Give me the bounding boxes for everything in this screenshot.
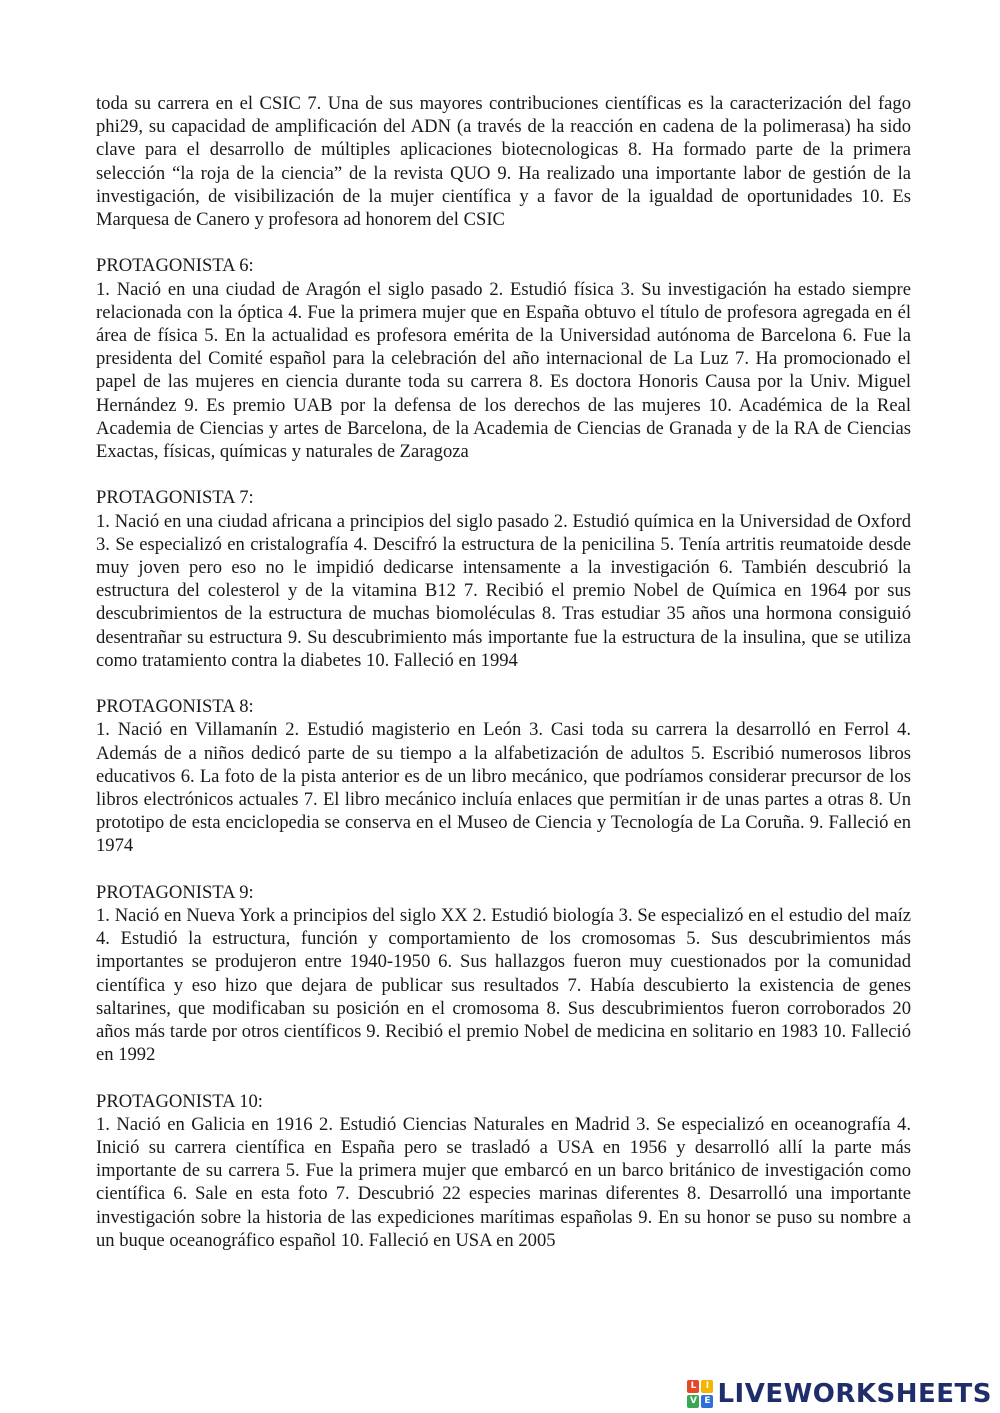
section-protagonista-9 (96, 881, 911, 1067)
logo-letter-l: L (687, 1380, 699, 1393)
section-heading: PROTAGONISTA 8: (96, 696, 254, 718)
section-heading: PROTAGONISTA 9: (96, 881, 254, 903)
section-body: 1. Nació en Nueva York a principios del siglo XX 2. Estudió biología 3. Se especializó en el estudio del maíz 4. Estudió la estructura, función y comportamiento de los cromosomas 5. Sus descubrimientos más importantes se produjeron entre 1940-1950 6. Sus hallazgos fueron muy cuestionados por la comunidad científica y eso hizo que dejara de publicar sus resultados 7. Había descubierto la existencia de genes saltarines, que modificaban su posición en el cromosoma 8. Sus descubrimientos fueron corroborados 20 años más tarde por otros científicos 9. Recibió el premio Nobel de medicina en solitario en 1983 10. Falleció en 1992 (96, 905, 911, 1066)
section-body: 1. Nació en una ciudad de Aragón el siglo pasado 2. Estudió física 3. Su investigación ha estado siempre relacionada con la óptica 4. Fue la primera mujer que en España obtuvo el título de profesora agregada en él área de física 5. En la actualidad es profesora emérita de la Universidad autónoma de Barcelona 6. Fue la presidenta del Comité español para la celebración del año internacional de La Luz 7. Ha promocionado el papel de las mujeres en ciencia durante toda su carrera 8. Es doctora Honoris Causa por la Univ. Miguel Hernández 9. Es premio UAB por la defensa de los derechos de las mujeres 10. Académica de la Real Academia de Ciencias y artes de Barcelona, de la Academia de Ciencias de Granada y de la RA de Ciencias Exactas, físicas, químicas y naturales de Zaragoza (96, 278, 911, 463)
section-body: 1. Nació en Galicia en 1916 2. Estudió Ciencias Naturales en Madrid 3. Se especializó en oceanografía 4. Inició su carrera científica en España pero se trasladó a USA en 1956 y desarrolló allí la parte más importante de su carrera 5. Fue la primera mujer que embarcó en un barco británico de investigación como científica 6. Sale en esta foto 7. Descubrió 22 especies marinas diferentes 8. Desarrolló una importante investigación sobre la historia de las expediciones marítimas españolas 9. En su honor se puso su nombre a un buque oceanográfico español 10. Falleció en USA en 2005 (96, 1113, 911, 1251)
section-heading: PROTAGONISTA 6: (96, 255, 254, 277)
liveworksheets-brand[interactable] (687, 1377, 992, 1411)
logo-letter-v: V (687, 1395, 699, 1408)
section-protagonista-8 (96, 695, 911, 857)
section-heading: PROTAGONISTA 7: (96, 487, 254, 509)
brand-wordmark: LIVEWORKSHEETS (717, 1379, 992, 1409)
section-protagonista-10 (96, 1090, 911, 1252)
section-body: 1. Nació en Villamanín 2. Estudió magisterio en León 3. Casi toda su carrera la desarrolló en Ferrol 4. Además de a niños dedicó parte de su tiempo a la alfabetización de adultos 5. Escribió numerosos libros educativos 6. La foto de la pista anterior es de un libro mecánico, que podríamos considerar precursor de los libros electrónicos actuales 7. El libro mecánico incluía enlaces que permitían ir de unas partes a otras 8. Un prototipo de esta enciclopedia se conserva en el Museo de Ciencia y Tecnología de La Coruña. 9. Falleció en 1974 (96, 719, 911, 857)
section-heading: PROTAGONISTA 10: (96, 1090, 263, 1112)
logo-letter-e: E (701, 1395, 713, 1408)
section-protagonista-7 (96, 486, 911, 672)
logo-letter-i: I (701, 1380, 713, 1393)
liveworksheets-logo-icon (687, 1380, 713, 1408)
section-body: 1. Nació en una ciudad africana a principios del siglo pasado 2. Estudió química en la Universidad de Oxford 3. Se especializó en cristalografía 4. Descifró la estructura de la penicilina 5. Tenía artritis reumatoide desde muy joven pero eso no le impidió dedicarse intensamente a la investigación 6. También descubrió la estructura del colesterol y de la vitamina B12 7. Recibió el premio Nobel de Química en 1964 por sus descubrimientos de la estructura de muchas biomoléculas 8. Tras estudiar 35 años una hormona consiguió desentrañar su estructura 9. Su descubrimiento más importante fue la estructura de la insulina, que se utiliza como tratamiento contra la diabetes 10. Falleció en 1994 (96, 510, 911, 671)
section-protagonista-6 (96, 254, 911, 463)
document-page (96, 92, 911, 1275)
intro-paragraph: toda su carrera en el CSIC 7. Una de sus mayores contribuciones científicas es la caracterización del fago phi29, su capacidad de amplificación del ADN (a través de la reacción en cadena de la polimerasa) ha sido clave para el desarrollo de múltiples aplicaciones biotecnologicas 8. Ha formado parte de la primera selección “la roja de la ciencia” de la revista QUO 9. Ha realizado una importante labor de gestión de la investigación, de visibilización de la mujer científica y a favor de la igualdad de oportunidades 10. Es Marquesa de Canero y profesora ad honorem del CSIC (96, 93, 911, 231)
